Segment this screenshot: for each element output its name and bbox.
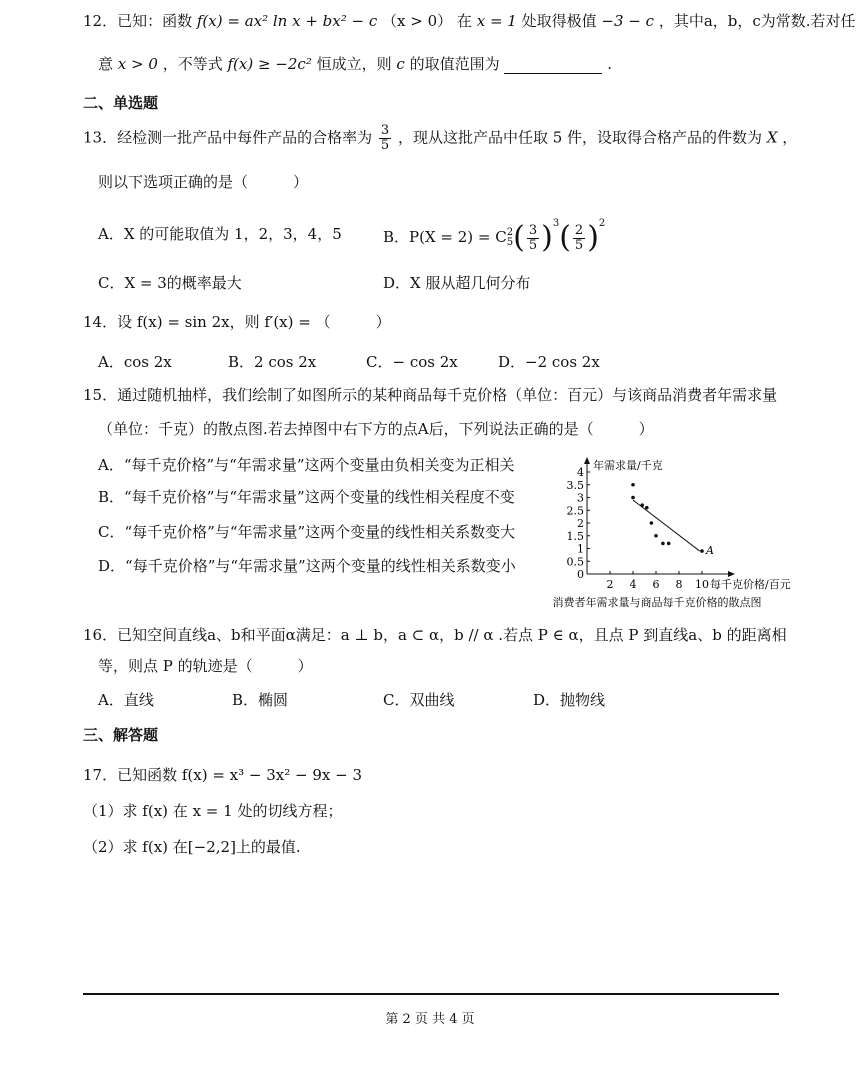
q16-option-b[interactable]: B．椭圆 — [232, 691, 289, 709]
q12-text: 12．已知：函数 — [83, 12, 193, 30]
data-point — [640, 503, 644, 507]
y-axis-arrow — [584, 457, 590, 464]
x-tick-label: 6 — [652, 578, 660, 591]
q13-option-d[interactable]: D．X 服从超几何分布 — [383, 274, 531, 292]
footer-divider — [83, 993, 779, 995]
q16-option-c[interactable]: C．双曲线 — [383, 691, 455, 709]
q13-option-a[interactable]: A．X 的可能取值为 1，2，3，4，5 — [98, 225, 342, 243]
trend-line — [633, 500, 700, 551]
x-axis-label: 每千克价格/百元 — [710, 578, 791, 591]
data-point — [654, 534, 658, 538]
x-tick-label: 4 — [629, 578, 637, 591]
exp-1: 3 — [552, 218, 560, 229]
scatter-chart — [520, 443, 810, 613]
q14-option-d[interactable]: D．−2 cos 2x — [498, 353, 600, 371]
data-point — [661, 542, 665, 546]
paren-right: ) — [541, 220, 553, 255]
exp-2: 2 — [598, 218, 606, 229]
q15-option-c[interactable]: C．“每千克价格”与“年需求量”这两个变量的线性相关系数变大 — [98, 523, 516, 541]
q12-text: 意 — [98, 55, 114, 73]
data-point — [650, 521, 654, 525]
q13-comma: ， — [782, 128, 798, 147]
q12-point: x = 1 — [476, 12, 517, 30]
chart-caption: 消费者年需求量与商品每千克价格的散点图 — [552, 596, 762, 609]
q13-option-c[interactable]: C．X = 3的概率最大 — [98, 274, 242, 292]
data-point — [645, 506, 649, 510]
q12-line1 — [83, 11, 856, 31]
page-footer: 第 2 页 共 4 页 — [385, 1012, 475, 1027]
q12-text: 的取值范围为 — [409, 55, 500, 73]
y-tick-label: 4 — [577, 466, 584, 479]
y-tick-label: 1.5 — [566, 529, 584, 543]
q15-option-a[interactable]: A．“每千克价格”与“年需求量”这两个变量由负相关变为正相关 — [98, 456, 515, 474]
q17-question: 17．已知函数 f(x) = x³ − 3x² − 9x − 3 — [83, 766, 363, 784]
q13-text: 13．经检测一批产品中每件产品的合格率为 — [83, 128, 373, 147]
frac-1 — [527, 224, 539, 253]
q15-line2: （单位：千克）的散点图.若去掉图中右下方的点A后，下列说法正确的是（ ） — [98, 420, 654, 438]
q17-part1: （1）求 f(x) 在 x = 1 处的切线方程； — [83, 802, 343, 820]
q12-line2 — [98, 54, 612, 74]
q16-line2: 等，则点 P 的轨迹是（ ） — [98, 657, 313, 675]
q12-text: ，其中a，b，c为常数.若对任 — [658, 12, 856, 30]
q15-option-b[interactable]: B．“每千克价格”与“年需求量”这两个变量的线性相关程度不变 — [98, 488, 515, 506]
q13-line1 — [83, 124, 797, 153]
q17-part2: （2）求 f(x) 在[−2,2]上的最值. — [83, 838, 301, 856]
q13-fraction — [379, 124, 391, 153]
point-a-label: A — [706, 544, 714, 558]
paren-right: ) — [587, 220, 599, 255]
q16-option-a[interactable]: A．直线 — [98, 691, 154, 709]
section-heading-single-choice: 二、单选题 — [83, 94, 159, 112]
option-b-prefix: B．P(X = 2) = C — [383, 228, 507, 246]
q12-text: ，不等式 — [162, 55, 223, 73]
q13-line2: 则以下选项正确的是（ ） — [98, 173, 309, 191]
x-tick-label: 8 — [675, 578, 683, 591]
data-point — [667, 542, 671, 546]
q14-question: 14．设 f(x) = sin 2x，则 f′(x) = （ ） — [83, 313, 391, 331]
q15-option-d[interactable]: D．“每千克价格”与“年需求量”这两个变量的线性相关系数变小 — [98, 557, 516, 575]
y-tick-label: 3 — [577, 491, 584, 505]
q12-extreme-value: −3 − c — [601, 12, 655, 30]
x-tick-label: 10 — [695, 578, 709, 591]
q15-line1: 15．通过随机抽样，我们绘制了如图所示的某种商品每千克价格（单位：百元）与该商品消费者年需求量 — [83, 386, 778, 404]
q12-variable: c — [396, 55, 405, 73]
frac-den: 5 — [380, 138, 390, 153]
q12-end: . — [607, 55, 612, 73]
q12-text: 处取得极值 — [521, 12, 597, 30]
q12-condition: （x > 0） — [382, 12, 453, 30]
answer-blank[interactable] — [504, 57, 602, 74]
q14-option-a[interactable]: A．cos 2x — [98, 353, 172, 371]
section-heading-solutions: 三、解答题 — [83, 726, 159, 744]
frac-num: 3 — [528, 222, 538, 238]
y-tick-label: 3.5 — [566, 478, 584, 492]
q16-line1: 16．已知空间直线a、b和平面α满足：a ⊥ b，a ⊂ α，b // α .若点 P ∈ α，且点 P 到直线a、b 的距离相 — [83, 626, 787, 644]
paren-left: ( — [559, 220, 571, 255]
q12-text: 在 — [456, 12, 472, 30]
q12-domain: x > 0 — [117, 55, 158, 73]
data-point — [700, 549, 704, 553]
frac-den: 5 — [574, 237, 584, 253]
x-axis-arrow — [728, 571, 735, 577]
comb-sup: 2 — [506, 227, 514, 238]
frac-2 — [573, 224, 585, 253]
paren-left: ( — [513, 220, 525, 255]
y-tick-label: 0 — [577, 568, 584, 581]
q16-option-d[interactable]: D．抛物线 — [533, 691, 606, 709]
y-tick-label: 2.5 — [566, 504, 584, 518]
q12-text: 恒成立，则 — [316, 55, 392, 73]
y-axis-label: 年需求量/千克 — [593, 459, 663, 472]
q14-option-c[interactable]: C．− cos 2x — [366, 353, 458, 371]
frac-num: 3 — [380, 123, 390, 138]
comb-sub: 5 — [506, 237, 514, 248]
y-tick-label: 2 — [577, 517, 584, 530]
y-tick-label: 0.5 — [566, 555, 584, 569]
q12-function: f(x) = ax² ln x + bx² − c — [196, 12, 378, 30]
y-tick-label: 1 — [577, 542, 584, 556]
q13-option-b[interactable] — [383, 214, 605, 253]
q13-text: ，现从这批产品中任取 5 件，设取得合格产品的件数为 — [397, 128, 763, 147]
frac-num: 2 — [574, 222, 584, 238]
q12-inequality: f(x) ≥ −2c² — [227, 55, 312, 73]
data-point — [631, 496, 635, 500]
q13-variable: X — [766, 128, 778, 147]
data-point — [631, 483, 635, 487]
x-tick-label: 2 — [606, 578, 614, 591]
frac-den: 5 — [528, 237, 538, 253]
q14-option-b[interactable]: B．2 cos 2x — [228, 353, 317, 371]
